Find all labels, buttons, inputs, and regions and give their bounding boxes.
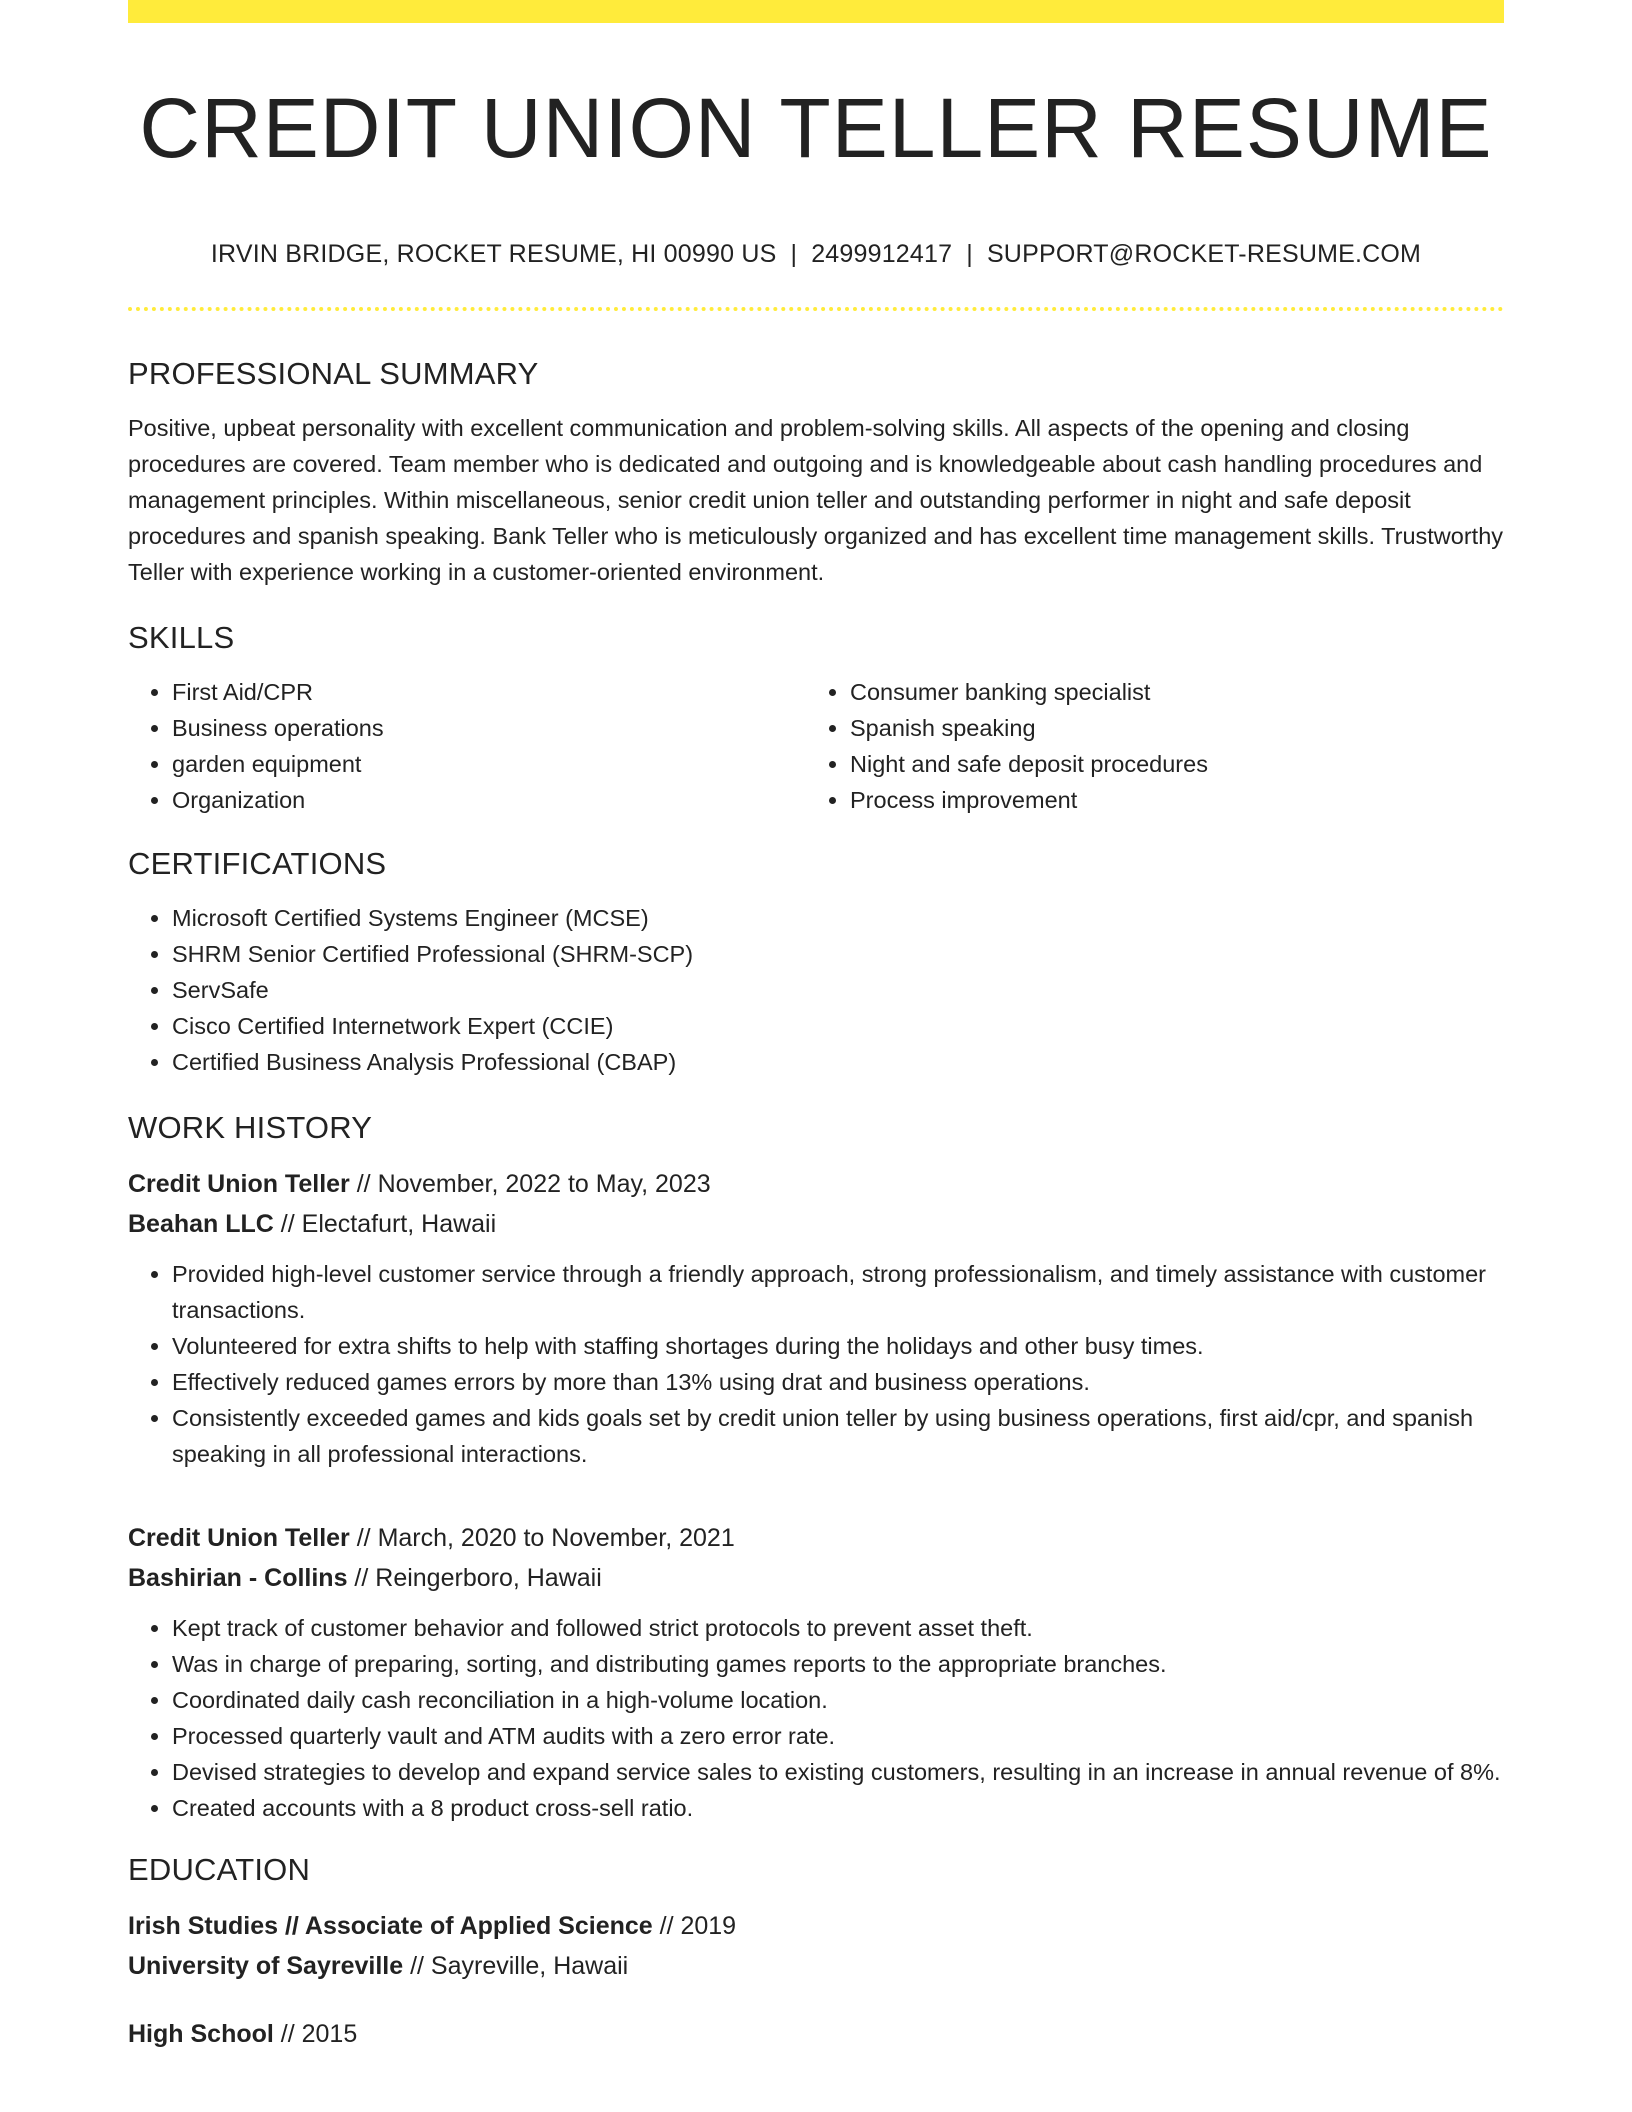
job-bullet: • Consistently exceeded games and kids goals set by credit union teller by using business operations, first aid/cpr, and spanish speaking in all professional interactions.	[172, 1400, 1504, 1472]
contact-phone: 2499912417	[811, 240, 953, 268]
job-bullet: • Volunteered for extra shifts to help with staffing shortages during the holidays and other busy times.	[172, 1328, 1504, 1364]
work-history-section	[128, 1106, 1504, 1826]
job-company-line	[128, 1558, 1504, 1598]
skill-item: • Organization	[172, 782, 806, 818]
skills-section	[128, 616, 1504, 818]
contact-line	[128, 236, 1504, 272]
dotted-divider	[128, 307, 1504, 311]
job-location: // Electafurt, Hawaii	[273, 1210, 497, 1238]
resume-body	[128, 352, 1504, 2054]
job-bullets	[128, 1610, 1504, 1826]
education-degree-line	[128, 1906, 1504, 1946]
job-bullet: • Created accounts with a 8 product cross-sell ratio.	[172, 1790, 1504, 1826]
education-degree: High School	[128, 2020, 274, 2048]
job-company-line	[128, 1204, 1504, 1244]
certification-item: • Certified Business Analysis Professional (CBAP)	[172, 1044, 1504, 1080]
education-entry	[128, 2014, 1504, 2054]
job-bullet: • Coordinated daily cash reconciliation in a high-volume location.	[172, 1682, 1504, 1718]
education-degree: Irish Studies // Associate of Applied Science	[128, 1912, 653, 1940]
certification-item: • Microsoft Certified Systems Engineer (MCSE)	[172, 900, 1504, 936]
job-bullet: • Was in charge of preparing, sorting, and distributing games reports to the appropriate branches.	[172, 1646, 1504, 1682]
accent-top-bar	[128, 0, 1504, 23]
job-title-line	[128, 1164, 1504, 1204]
contact-separator: |	[966, 240, 973, 268]
resume-title: CREDIT UNION TELLER RESUME	[139, 81, 1493, 175]
skill-item: • First Aid/CPR	[172, 674, 806, 710]
skill-item: • Business operations	[172, 710, 806, 746]
skill-item: • Night and safe deposit procedures	[850, 746, 1484, 782]
skills-list-left	[128, 674, 806, 818]
education-school: University of Sayreville	[128, 1952, 404, 1980]
skills-heading: SKILLS	[128, 620, 235, 655]
job-dates: // November, 2022 to May, 2023	[349, 1170, 711, 1198]
education-section	[128, 1848, 1504, 2054]
work-history-heading: WORK HISTORY	[128, 1110, 373, 1145]
job-entry	[128, 1518, 1504, 1826]
skills-list-right	[806, 674, 1484, 818]
education-location: // Sayreville, Hawaii	[403, 1952, 629, 1980]
certifications-list	[128, 900, 1504, 1080]
summary-section	[128, 352, 1504, 590]
skill-item: • Spanish speaking	[850, 710, 1484, 746]
job-bullet: • Kept track of customer behavior and followed strict protocols to prevent asset theft.	[172, 1610, 1504, 1646]
education-degree-line	[128, 2014, 1504, 2054]
certifications-heading: CERTIFICATIONS	[128, 846, 387, 881]
job-title-line	[128, 1518, 1504, 1558]
job-bullet: • Provided high-level customer service through a friendly approach, strong professionalism, and timely assistance with customer transactions.	[172, 1256, 1504, 1328]
certification-item: • SHRM Senior Certified Professional (SHRM-SCP)	[172, 936, 1504, 972]
job-dates: // March, 2020 to November, 2021	[349, 1524, 735, 1552]
summary-text: Positive, upbeat personality with excellent communication and problem-solving skills. All aspects of the opening and closing procedures are covered. Team member who is dedicated and outgoing and is knowledgeable about cash handling procedures and management principles. Within miscellaneous, senior credit union teller and outstanding performer in night and safe deposit procedures and spanish speaking. Bank Teller who is meticulously organized and has excellent time management skills. Trustworthy Teller with experience working in a customer-oriented environment.	[128, 415, 1504, 585]
education-heading: EDUCATION	[128, 1852, 311, 1887]
job-bullet: • Devised strategies to develop and expand service sales to existing customers, resulting in an increase in annual revenue of 8%.	[172, 1754, 1504, 1790]
skill-item: • Process improvement	[850, 782, 1484, 818]
contact-address: IRVIN BRIDGE, ROCKET RESUME, HI 00990 US	[210, 240, 777, 268]
certification-item: • Cisco Certified Internetwork Expert (CCIE)	[172, 1008, 1504, 1044]
summary-heading: PROFESSIONAL SUMMARY	[128, 356, 539, 391]
job-bullet: • Effectively reduced games errors by more than 13% using drat and business operations.	[172, 1364, 1504, 1400]
job-bullet: • Processed quarterly vault and ATM audits with a zero error rate.	[172, 1718, 1504, 1754]
job-location: // Reingerboro, Hawaii	[347, 1564, 602, 1592]
certification-item: • ServSafe	[172, 972, 1504, 1008]
job-title: Credit Union Teller	[128, 1170, 350, 1198]
job-company: Beahan LLC	[128, 1210, 274, 1238]
job-company: Bashirian - Collins	[128, 1564, 348, 1592]
contact-email: SUPPORT@ROCKET-RESUME.COM	[986, 240, 1422, 268]
skills-grid	[128, 674, 1504, 818]
job-title: Credit Union Teller	[128, 1524, 350, 1552]
skill-item: • garden equipment	[172, 746, 806, 782]
contact-separator: |	[790, 240, 798, 268]
education-school-line	[128, 1946, 1504, 1986]
education-year: // 2019	[652, 1912, 737, 1940]
skill-item: • Consumer banking specialist	[850, 674, 1484, 710]
education-entry	[128, 1906, 1504, 1986]
education-year: // 2015	[273, 2020, 358, 2048]
job-bullets	[128, 1256, 1504, 1472]
job-entry	[128, 1164, 1504, 1472]
certifications-section	[128, 842, 1504, 1080]
